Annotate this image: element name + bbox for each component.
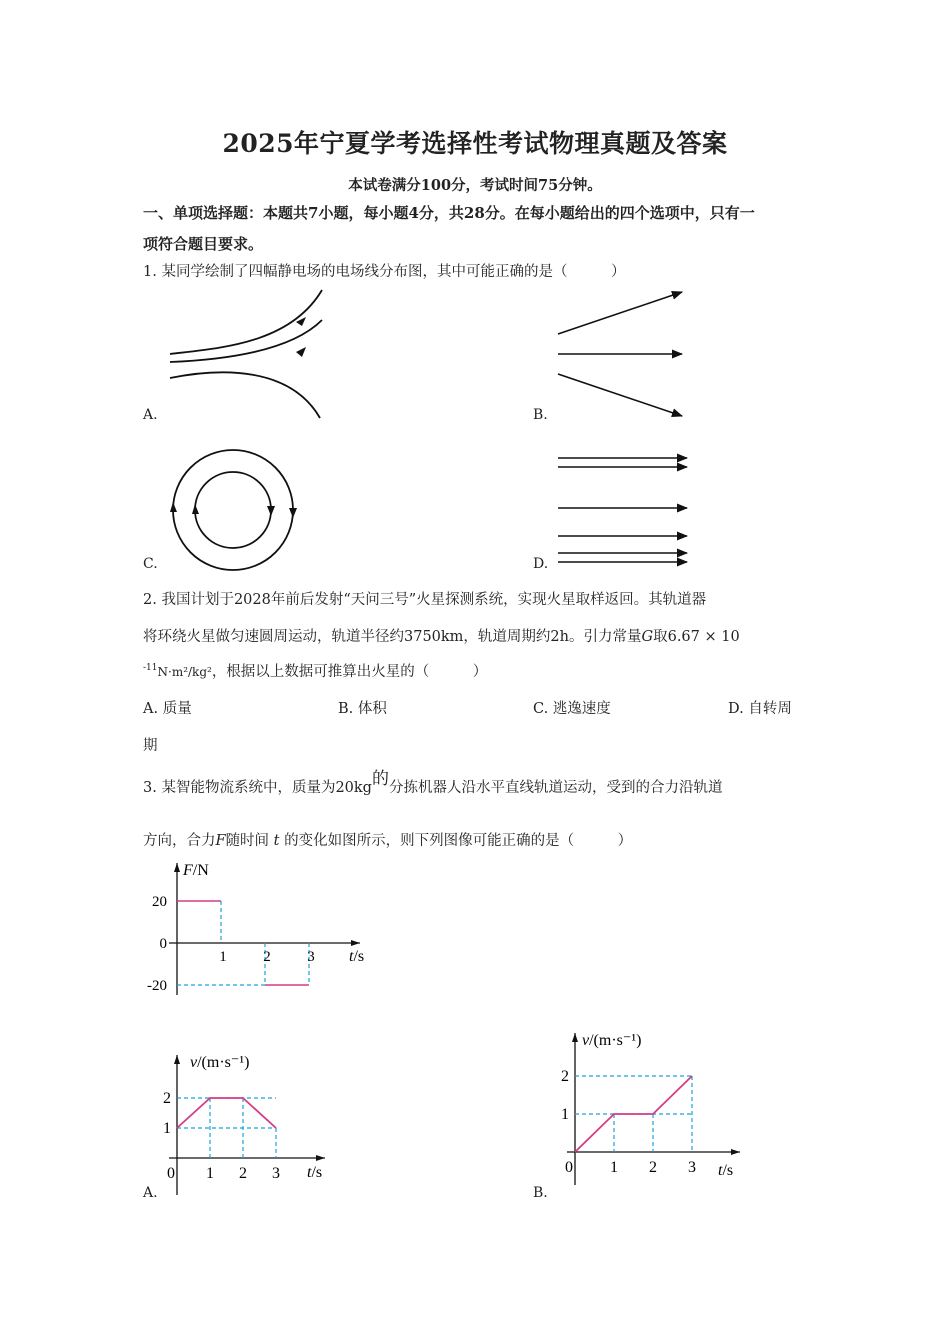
x-tick-label: 3: [307, 949, 315, 965]
x-axis-label: t/s: [718, 1162, 734, 1179]
x-tick-label: 1: [206, 1165, 214, 1182]
figure-1b-diverging-lines: [550, 282, 695, 427]
figure-1c-circular-lines: [165, 440, 310, 580]
y-axis-arrow: [174, 1055, 180, 1064]
velocity-chart-b: [540, 1025, 750, 1200]
option-label-d: D.: [533, 556, 549, 572]
question-3-line1: 3. 某智能物流系统中，质量为20kg的分拣机器人沿水平直线轨道运动，受到的合力沿轨道: [143, 769, 723, 796]
x-tick-label: 0: [565, 1159, 573, 1176]
x-tick-label: 1: [610, 1159, 618, 1176]
inner-circle: [195, 472, 271, 548]
y-tick-label: 20: [152, 894, 167, 910]
y-axis-arrow: [174, 863, 180, 872]
q2-option-b: B. 体积: [338, 701, 387, 717]
option-label-b: B.: [533, 407, 548, 423]
figure-1a-curved-field-lines: [150, 282, 350, 427]
x-tick-label: 2: [263, 949, 271, 965]
x-tick-label: 3: [688, 1159, 696, 1176]
section-heading-line2: 项符合题目要求。: [143, 235, 264, 253]
q2-option-c: C. 逃逸速度: [533, 701, 611, 717]
q2-option-a: A. 质量: [143, 701, 192, 717]
section-heading-line1: 一、单项选择题：本题共7小题，每小题4分，共28分。在每小题给出的四个选项中，只有一: [143, 204, 755, 222]
page-title: 2025年宁夏学考选择性考试物理真题及答案: [222, 129, 728, 158]
question-2-line3: $^{-11}$N·m²/kg²，根据以上数据可推算出火星的（ ）: [143, 663, 488, 680]
x-tick-label: 2: [649, 1159, 657, 1176]
x-tick-label: 1: [219, 949, 227, 965]
q2-option-d-wrap: 期: [143, 738, 158, 754]
question-2-line2: 将环绕火星做匀速圆周运动，轨道半径约3750km，轨道周期约2h。引力常量G取6.67 × 10: [143, 629, 740, 645]
x-tick-label: 0: [167, 1165, 175, 1182]
velocity-line: [177, 1098, 276, 1128]
option-label-a: A.: [143, 407, 158, 423]
y-axis-arrow: [572, 1033, 578, 1042]
x-axis-label: t/s: [307, 1164, 323, 1181]
arrowhead: [296, 347, 306, 357]
y-axis-label: v/(m·s⁻¹): [190, 1054, 250, 1071]
q2-option-d: D. 自转周: [728, 701, 792, 717]
y-tick-label: 1: [163, 1120, 171, 1137]
x-axis-label: t/s: [349, 948, 365, 965]
x-tick-label: 3: [272, 1165, 280, 1182]
question-1-stem: 1. 某同学绘制了四幅静电场的电场线分布图，其中可能正确的是（ ）: [143, 264, 626, 280]
outer-circle: [173, 450, 293, 570]
q3-option-label-a: A.: [143, 1185, 158, 1201]
question-3-line2: 方向，合力F随时间 t 的变化如图所示，则下列图像可能正确的是（ ）: [143, 833, 633, 849]
field-line: [170, 320, 322, 362]
q3-option-label-b: B.: [533, 1185, 548, 1201]
exam-info: 本试卷满分100分，考试时间75分钟。: [348, 177, 602, 194]
y-axis-label: v/(m·s⁻¹): [582, 1032, 642, 1049]
figure-1d-parallel-lines: [550, 446, 700, 576]
x-tick-label: 2: [239, 1165, 247, 1182]
velocity-chart-a: [135, 1045, 345, 1200]
y-axis-label: F/N: [183, 862, 209, 879]
y-tick-label: 2: [163, 1090, 171, 1107]
field-line: [170, 372, 320, 418]
y-tick-label: 2: [561, 1068, 569, 1085]
y-tick-label: 0: [159, 936, 167, 952]
x-axis-arrow: [731, 1149, 740, 1155]
x-axis-arrow: [316, 1155, 325, 1161]
x-axis-arrow: [351, 940, 360, 946]
force-time-chart: [135, 855, 385, 1005]
question-2-line1: 2. 我国计划于2028年前后发射“天问三号”火星探测系统，实现火星取样返回。其轨道器: [143, 592, 707, 608]
y-tick-label: 1: [561, 1106, 569, 1123]
y-tick-label: -20: [147, 978, 167, 994]
option-label-c: C.: [143, 556, 158, 572]
